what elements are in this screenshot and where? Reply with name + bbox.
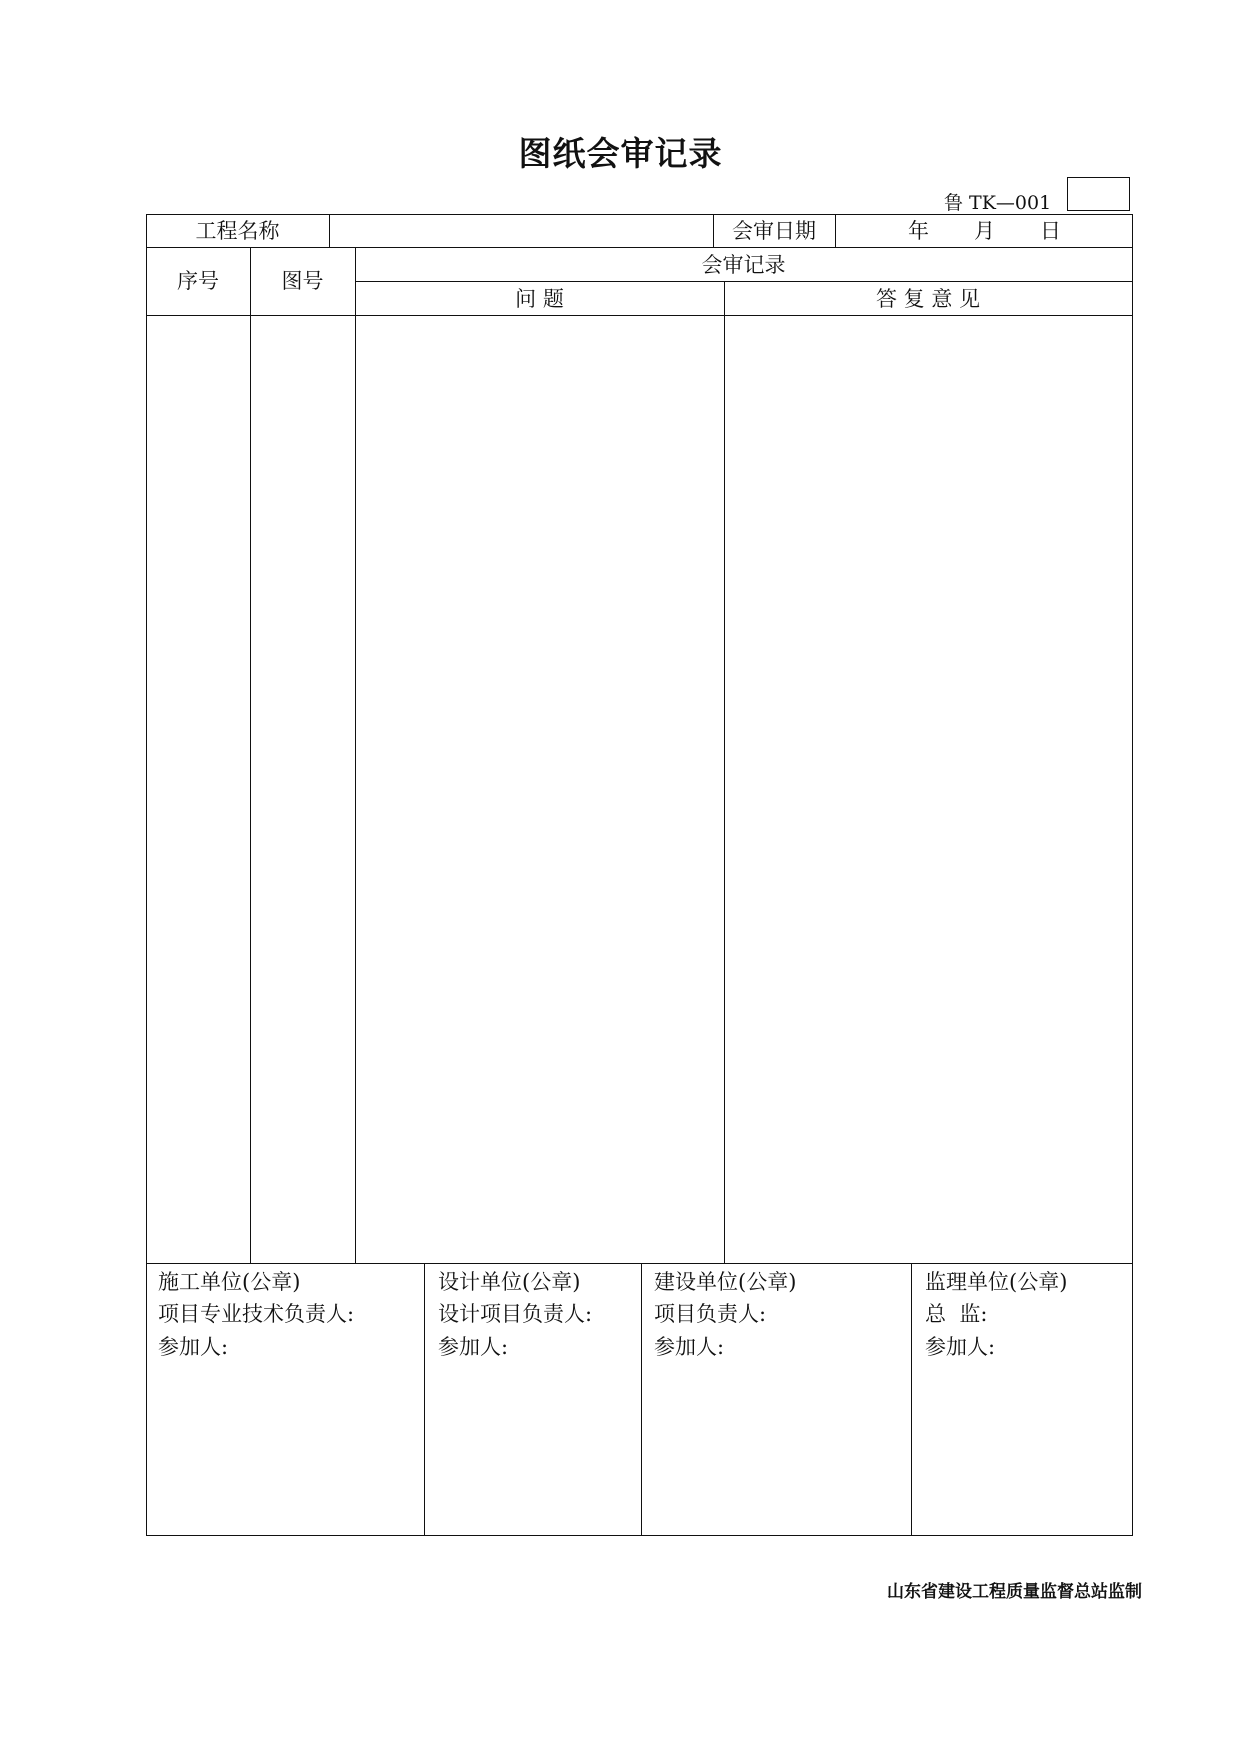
col-divider: [424, 1263, 425, 1536]
project-name-field[interactable]: [331, 216, 712, 246]
col-divider: [724, 281, 725, 1264]
reply-cell[interactable]: [726, 317, 1131, 1262]
issuer-footer: 山东省建设工程质量监督总站监制: [887, 1582, 1142, 1602]
signature-person-label: 项目专业技术负责人:: [158, 1302, 355, 1326]
signature-unit-label: 施工单位(公章): [158, 1270, 301, 1294]
form-number-box[interactable]: [1067, 177, 1130, 211]
issue-cell[interactable]: [357, 317, 723, 1262]
row-divider: [146, 247, 1133, 248]
signature-participants-label: 参加人:: [158, 1335, 229, 1359]
review-date-label: 会审日期: [732, 219, 816, 243]
project-name-label: 工程名称: [195, 219, 280, 243]
date-year-label: 年: [908, 219, 929, 243]
drawing-no-header: 图号: [281, 269, 324, 293]
signature-unit-label: 监理单位(公章): [925, 1270, 1068, 1294]
row-divider: [146, 315, 1133, 316]
col-divider: [250, 247, 251, 1264]
table-border-bottom: [146, 1535, 1133, 1536]
col-divider: [911, 1263, 912, 1536]
drawing-no-cell[interactable]: [252, 317, 354, 1262]
col-divider: [835, 214, 836, 248]
table-border-right: [1132, 214, 1133, 1536]
date-day-label: 日: [1040, 219, 1061, 243]
table-border-top: [146, 214, 1133, 215]
date-month-label: 月: [974, 219, 995, 243]
col-divider: [355, 247, 356, 1264]
signature-participants-label: 参加人:: [654, 1335, 725, 1359]
signature-unit-label: 设计单位(公章): [438, 1270, 581, 1294]
signature-participants-label: 参加人:: [438, 1335, 509, 1359]
page-title: 图纸会审记录: [518, 134, 723, 173]
table-border-left: [146, 214, 147, 1536]
col-divider: [641, 1263, 642, 1536]
issue-header: 问 题: [515, 287, 564, 311]
review-record-header: 会审记录: [701, 253, 786, 277]
signature-person-label: 设计项目负责人:: [438, 1302, 593, 1326]
signature-person-label: 项目负责人:: [654, 1302, 767, 1326]
signature-participants-label: 参加人:: [925, 1335, 996, 1359]
col-divider: [329, 214, 330, 248]
reply-header: 答 复 意 见: [875, 287, 981, 311]
form-code: 鲁 TK—001: [944, 192, 1052, 214]
seq-no-header: 序号: [177, 269, 219, 293]
seq-no-cell[interactable]: [148, 317, 249, 1262]
signature-unit-label: 建设单位(公章): [654, 1270, 797, 1294]
row-divider: [355, 281, 1133, 282]
signature-person-label: 总 监:: [925, 1302, 988, 1326]
row-divider: [146, 1263, 1133, 1264]
